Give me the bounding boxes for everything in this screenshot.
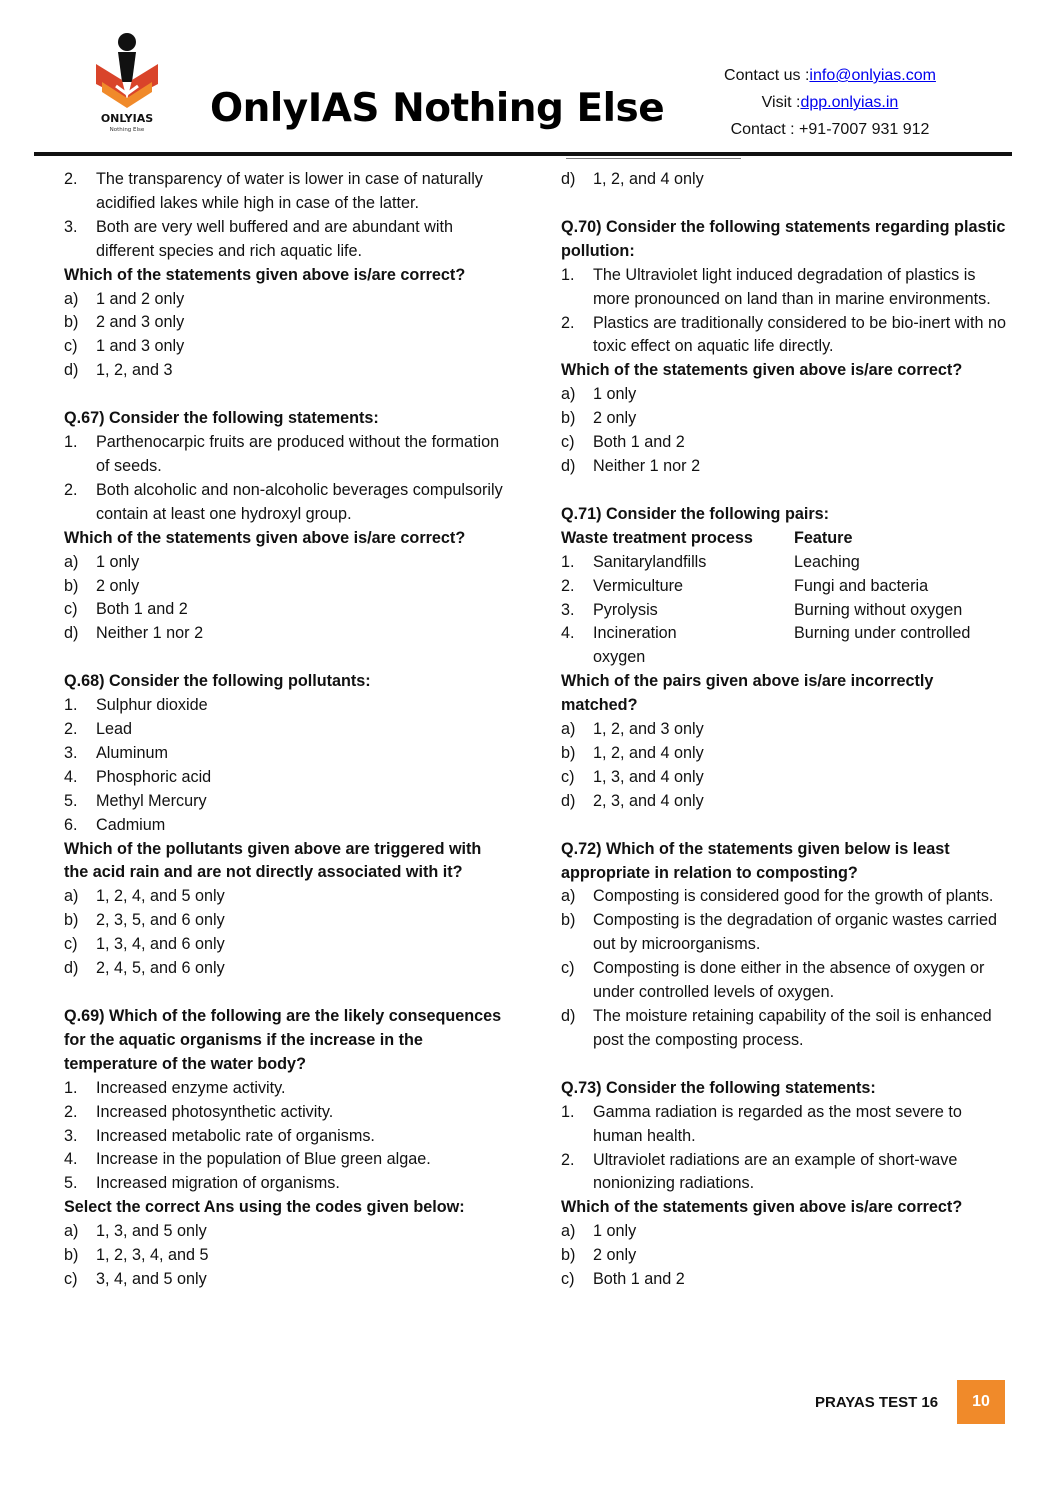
option-text: 1, 3, and 4 only bbox=[593, 767, 704, 786]
header-subdivider bbox=[566, 158, 741, 159]
option-text: 1, 2, and 4 only bbox=[593, 743, 704, 762]
option-text: Both 1 and 2 bbox=[593, 433, 685, 452]
pair-feature: Leaching bbox=[794, 552, 860, 571]
answer-option[interactable] bbox=[64, 288, 504, 312]
item-text: Increased migration of organisms. bbox=[96, 1174, 340, 1193]
header-divider bbox=[34, 152, 1012, 156]
option-letter: b) bbox=[64, 576, 79, 595]
question-67 bbox=[64, 407, 504, 646]
list-item bbox=[64, 1125, 504, 1149]
pair-row bbox=[561, 551, 1006, 575]
option-text: 2, 3, 5, and 6 only bbox=[96, 911, 225, 930]
item-number: 2. bbox=[64, 720, 78, 739]
visit-line bbox=[690, 89, 970, 116]
item-number: 1. bbox=[64, 433, 78, 452]
question-title: Q.73) Consider the following statements: bbox=[561, 1078, 876, 1097]
pair-overflow-row bbox=[561, 646, 1006, 670]
question-title: Q.67) Consider the following statements: bbox=[64, 409, 379, 428]
answer-option[interactable] bbox=[561, 885, 1006, 909]
option-letter: c) bbox=[64, 1269, 78, 1288]
item-number: 5. bbox=[64, 791, 78, 810]
question-69 bbox=[64, 1005, 504, 1292]
question-72 bbox=[561, 838, 1006, 1053]
item-number: 2. bbox=[64, 480, 78, 499]
statement-item bbox=[561, 1101, 1006, 1149]
option-letter: b) bbox=[64, 911, 79, 930]
list-item bbox=[64, 1077, 504, 1101]
item-text: Methyl Mercury bbox=[96, 791, 207, 810]
option-letter: b) bbox=[64, 313, 79, 332]
contact-label: Contact us : bbox=[724, 67, 810, 84]
option-letter: c) bbox=[561, 959, 575, 978]
list-item bbox=[64, 1101, 504, 1125]
statement-item bbox=[64, 431, 504, 479]
list-item bbox=[64, 742, 504, 766]
option-text: Composting is done either in the absence of oxygen or under controlled levels of oxygen. bbox=[593, 959, 985, 1002]
pair-overflow-text: oxygen bbox=[593, 648, 646, 667]
answer-option[interactable] bbox=[561, 383, 1006, 407]
question-title: Q.69) Which of the following are the likely consequences for the aquatic organisms if the increase in the temperature of the water body? bbox=[64, 1007, 502, 1073]
option-letter: d) bbox=[561, 456, 576, 475]
option-text: 1 and 2 only bbox=[96, 289, 185, 308]
pair-number: 3. bbox=[561, 600, 575, 619]
item-text: Aluminum bbox=[96, 743, 168, 762]
answer-option[interactable] bbox=[64, 311, 504, 335]
answer-option[interactable] bbox=[561, 790, 1006, 814]
option-letter: b) bbox=[561, 911, 576, 930]
statement-item bbox=[64, 168, 504, 216]
option-letter: b) bbox=[561, 409, 576, 428]
answer-option[interactable] bbox=[561, 766, 1006, 790]
list-item bbox=[64, 718, 504, 742]
statement-item bbox=[64, 479, 504, 527]
item-number: 4. bbox=[64, 1150, 78, 1169]
item-text: Both alcoholic and non-alcoholic beverages compulsorily contain at least one hydroxyl group. bbox=[96, 480, 503, 523]
question-title: Q.71) Consider the following pairs: bbox=[561, 504, 830, 523]
question-prompt: Which of the pollutants given above are triggered with the acid rain and are not directly associated with it? bbox=[64, 839, 482, 882]
option-letter: d) bbox=[561, 791, 576, 810]
visit-label: Visit : bbox=[761, 94, 801, 111]
statement-item bbox=[561, 1149, 1006, 1197]
item-text: Increased metabolic rate of organisms. bbox=[96, 1126, 375, 1145]
option-letter: b) bbox=[64, 1246, 79, 1265]
item-text: Plastics are traditionally considered to be bio-inert with no toxic effect on aquatic life directly. bbox=[593, 313, 1006, 356]
answer-option[interactable] bbox=[64, 1244, 504, 1268]
item-number: 4. bbox=[64, 767, 78, 786]
option-letter: d) bbox=[561, 170, 576, 188]
brand-title: OnlyIAS Nothing Else bbox=[210, 86, 665, 131]
item-text: The Ultraviolet light induced degradation of plastics is more pronounced on land than in marine environments. bbox=[593, 265, 991, 308]
option-text: Neither 1 nor 2 bbox=[96, 624, 204, 643]
item-number: 2. bbox=[64, 170, 78, 188]
option-text: 2, 4, 5, and 6 only bbox=[96, 959, 225, 978]
item-text: Cadmium bbox=[96, 815, 166, 834]
statement-item bbox=[561, 312, 1006, 360]
option-text: Composting is the degradation of organic wastes carried out by microorganisms. bbox=[593, 911, 998, 954]
answer-option[interactable] bbox=[561, 957, 1006, 1005]
question-prompt: Select the correct Ans using the codes given below: bbox=[64, 1198, 465, 1217]
option-letter: b) bbox=[561, 1246, 576, 1265]
item-text: Lead bbox=[96, 720, 133, 739]
item-number: 2. bbox=[64, 1102, 78, 1121]
option-letter: b) bbox=[561, 743, 576, 762]
option-text: Composting is considered good for the growth of plants. bbox=[593, 887, 994, 906]
pair-row bbox=[561, 622, 1006, 646]
pairs-header bbox=[561, 527, 1006, 551]
option-letter: a) bbox=[561, 720, 576, 739]
question-68 bbox=[64, 670, 504, 981]
answer-option[interactable] bbox=[561, 431, 1006, 455]
option-letter: c) bbox=[64, 337, 78, 356]
option-letter: a) bbox=[64, 552, 79, 571]
answer-option[interactable] bbox=[561, 718, 1006, 742]
statement-item bbox=[561, 264, 1006, 312]
question-70 bbox=[561, 216, 1006, 479]
pair-process: Pyrolysis bbox=[593, 600, 658, 619]
answer-option[interactable] bbox=[64, 909, 504, 933]
option-text: 1 and 3 only bbox=[96, 337, 185, 356]
option-text: 2 only bbox=[96, 576, 140, 595]
website-link[interactable]: dpp.onlyias.in bbox=[800, 94, 899, 111]
answer-option[interactable] bbox=[561, 1005, 1006, 1053]
question-prompt: Which of the statements given above is/are correct? bbox=[64, 265, 466, 284]
answer-option[interactable] bbox=[64, 335, 504, 359]
option-letter: a) bbox=[561, 887, 576, 906]
pair-feature: Burning under controlled bbox=[794, 624, 971, 643]
pair-process: Incineration bbox=[593, 624, 677, 643]
list-item bbox=[64, 1148, 504, 1172]
option-letter: c) bbox=[561, 767, 575, 786]
item-number: 2. bbox=[561, 1150, 575, 1169]
option-letter: a) bbox=[64, 887, 79, 906]
item-text: Increase in the population of Blue green algae. bbox=[96, 1150, 431, 1169]
item-number: 6. bbox=[64, 815, 78, 834]
column-header-feature: Feature bbox=[794, 528, 853, 547]
contact-block bbox=[690, 62, 970, 143]
logo-tagline: Nothing Else bbox=[109, 127, 145, 133]
answer-option[interactable] bbox=[561, 1268, 1006, 1292]
email-link[interactable]: info@onlyias.com bbox=[809, 67, 936, 84]
option-text: The moisture retaining capability of the soil is enhanced post the composting process. bbox=[593, 1007, 992, 1049]
option-text: 1, 2, and 3 bbox=[96, 361, 173, 380]
list-item bbox=[64, 790, 504, 814]
item-number: 3. bbox=[64, 1126, 78, 1145]
item-number: 1. bbox=[561, 1102, 575, 1121]
question-prompt: Which of the pairs given above is/are incorrectly matched? bbox=[561, 672, 934, 715]
answer-option[interactable] bbox=[64, 1268, 504, 1292]
option-letter: d) bbox=[64, 959, 79, 978]
item-text: Ultraviolet radiations are an example of short-wave nonionizing radiations. bbox=[593, 1150, 958, 1193]
option-text: 1 only bbox=[593, 385, 637, 404]
option-text: 1, 2, and 4 only bbox=[593, 170, 704, 188]
item-text: Increased photosynthetic activity. bbox=[96, 1102, 334, 1121]
option-letter: d) bbox=[561, 1007, 576, 1025]
page-header bbox=[0, 0, 1058, 160]
item-number: 2. bbox=[561, 313, 575, 332]
pair-number: 2. bbox=[561, 576, 575, 595]
contact-email-line bbox=[690, 62, 970, 89]
question-73 bbox=[561, 1077, 1006, 1292]
question-prompt: Which of the statements given above is/are correct? bbox=[561, 361, 963, 380]
item-number: 1. bbox=[64, 1078, 78, 1097]
list-item bbox=[64, 1172, 504, 1196]
option-text: Neither 1 nor 2 bbox=[593, 456, 701, 475]
answer-option[interactable] bbox=[561, 168, 1006, 192]
page-number-badge: 10 bbox=[957, 1380, 1005, 1424]
item-number: 3. bbox=[64, 217, 78, 236]
option-letter: d) bbox=[64, 361, 79, 380]
phone-line: Contact : +91-7007 931 912 bbox=[730, 121, 930, 138]
answer-option[interactable] bbox=[64, 551, 504, 575]
question-71 bbox=[561, 503, 1006, 814]
item-text: Parthenocarpic fruits are produced without the formation of seeds. bbox=[96, 433, 500, 475]
question-title: Q.68) Consider the following pollutants: bbox=[64, 672, 371, 691]
option-text: Both 1 and 2 bbox=[96, 600, 188, 619]
item-number: 1. bbox=[64, 696, 78, 715]
answer-option[interactable] bbox=[64, 359, 504, 383]
onlyias-logo-icon bbox=[92, 30, 162, 134]
logo-text: ONLYIAS bbox=[100, 112, 154, 125]
option-text: 1, 2, 3, 4, and 5 bbox=[96, 1246, 209, 1265]
question-prompt: Which of the statements given above is/are correct? bbox=[64, 528, 466, 547]
answer-option[interactable] bbox=[64, 957, 504, 981]
item-text: Both are very well buffered and are abundant with different species and rich aquatic life. bbox=[96, 217, 453, 260]
pair-process: Vermiculture bbox=[593, 576, 683, 595]
item-text: Sulphur dioxide bbox=[96, 696, 208, 715]
list-item bbox=[64, 766, 504, 790]
question-title: Q.70) Consider the following statements regarding plastic pollution: bbox=[561, 217, 1006, 260]
option-letter: a) bbox=[64, 1222, 79, 1241]
option-text: 2 and 3 only bbox=[96, 313, 185, 332]
option-text: Both 1 and 2 bbox=[593, 1270, 685, 1289]
option-letter: a) bbox=[64, 289, 79, 308]
option-text: 2 only bbox=[593, 409, 637, 428]
option-letter: a) bbox=[561, 1222, 576, 1241]
option-letter: c) bbox=[64, 935, 78, 954]
answer-option[interactable] bbox=[561, 1220, 1006, 1244]
item-text: Phosphoric acid bbox=[96, 767, 212, 786]
option-text: 1, 3, 4, and 6 only bbox=[96, 935, 225, 954]
option-letter: c) bbox=[64, 600, 78, 619]
pair-row bbox=[561, 599, 1006, 623]
option-text: 3, 4, and 5 only bbox=[96, 1269, 207, 1288]
item-text: The transparency of water is lower in case of naturally acidified lakes while high in case of the latter. bbox=[96, 170, 483, 212]
option-letter: c) bbox=[561, 1270, 575, 1289]
item-number: 3. bbox=[64, 743, 78, 762]
option-text: 1, 2, and 3 only bbox=[593, 720, 704, 739]
pair-number: 1. bbox=[561, 552, 575, 571]
statement-item bbox=[64, 216, 504, 264]
pair-number: 4. bbox=[561, 624, 575, 643]
option-text: 2, 3, and 4 only bbox=[593, 791, 704, 810]
option-letter: c) bbox=[561, 433, 575, 452]
item-text: Increased enzyme activity. bbox=[96, 1078, 286, 1097]
answer-option[interactable] bbox=[561, 909, 1006, 957]
option-text: 2 only bbox=[593, 1246, 637, 1265]
option-text: 1, 2, 4, and 5 only bbox=[96, 887, 225, 906]
item-number: 1. bbox=[561, 265, 575, 284]
option-letter: a) bbox=[561, 385, 576, 404]
answer-option[interactable] bbox=[64, 622, 504, 646]
pair-row bbox=[561, 575, 1006, 599]
pair-feature: Burning without oxygen bbox=[794, 600, 963, 619]
item-number: 5. bbox=[64, 1174, 78, 1193]
question-title: Q.72) Which of the statements given below is least appropriate in relation to composting? bbox=[561, 839, 950, 882]
option-text: 1 only bbox=[96, 552, 140, 571]
footer-test-label: PRAYAS TEST 16 bbox=[815, 1394, 939, 1411]
list-item bbox=[64, 814, 504, 838]
option-text: 1 only bbox=[593, 1222, 637, 1241]
option-text: 1, 3, and 5 only bbox=[96, 1222, 207, 1241]
option-letter: d) bbox=[64, 624, 79, 643]
question-69-continued bbox=[561, 168, 1006, 192]
answer-option[interactable] bbox=[64, 598, 504, 622]
answer-option[interactable] bbox=[561, 455, 1006, 479]
answer-option[interactable] bbox=[64, 885, 504, 909]
left-column bbox=[64, 168, 504, 1316]
answer-option[interactable] bbox=[561, 1244, 1006, 1268]
pair-process: Sanitarylandfills bbox=[593, 552, 707, 571]
pair-indent bbox=[561, 646, 593, 670]
answer-option[interactable] bbox=[64, 933, 504, 957]
answer-option[interactable] bbox=[64, 575, 504, 599]
pair-feature: Fungi and bacteria bbox=[794, 576, 929, 595]
item-text: Gamma radiation is regarded as the most severe to human health. bbox=[593, 1102, 962, 1145]
right-column bbox=[561, 168, 1006, 1316]
answer-option[interactable] bbox=[64, 1220, 504, 1244]
answer-option[interactable] bbox=[561, 407, 1006, 431]
list-item bbox=[64, 694, 504, 718]
question-66-continued bbox=[64, 168, 504, 383]
answer-option[interactable] bbox=[561, 742, 1006, 766]
question-prompt: Which of the statements given above is/are correct? bbox=[561, 1198, 963, 1217]
column-header-process: Waste treatment process bbox=[561, 528, 753, 547]
